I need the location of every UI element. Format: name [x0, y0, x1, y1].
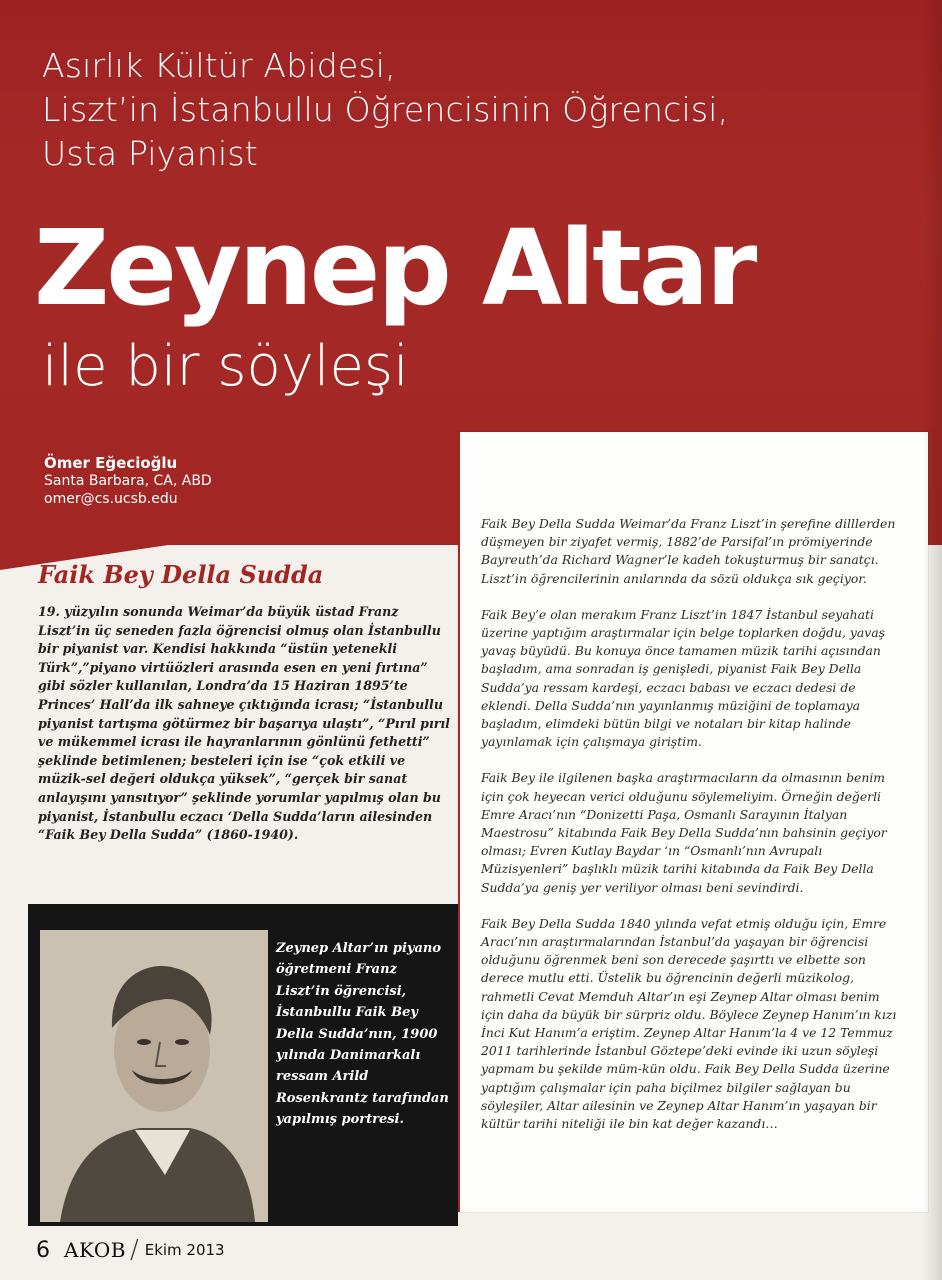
author-block	[44, 454, 212, 508]
article-headline: Zeynep Altar	[34, 207, 755, 329]
article-subtitle	[42, 44, 728, 176]
author-location: Santa Barbara, CA, ABD	[44, 473, 212, 489]
magazine-logo: AKOB	[64, 1238, 126, 1262]
body-paragraph-4: Faik Bey Della Sudda 1840 yılında vefat etmiş olduğu için, Emre Aracı’nın araştırmalarından İstanbul’da yaşayan bir öğrencisi olduğunu öğrenmek beni son derecede şaşırttı ve elbette son derece mutlu etti. Üstelik bu öğrencinin değerli müzikolog, rahmetli Cevat Memduh Altar’ın eşi Zeynep Altar olması benim için daha da büyük bir sürpriz oldu. Böylece Zeynep Hanım’ın kızı İnci Kut Hanım’a eriştim. Zeynep Altar Hanım’la 4 ve 12 Temmuz 2011 tarihlerinde İstanbul Göztepe’deki evinde iki uzun söyleşi yapmam bu şekilde müm-kün oldu. Faik Bey Della Sudda üzerine yaptığım çalışmalar için paha biçilmez bilgiler sağlayan bu söyleşiler, Altar ailesinin ve Zeynep Altar Hanım’ın yaşayan bir kültür tarihi niteliği ile bin kat değer kazandı…	[481, 915, 897, 1132]
issue-date: Ekim 2013	[144, 1241, 225, 1259]
subtitle-line-2: Liszt’in İstanbullu Öğrencisinin Öğrencisi,	[42, 90, 729, 129]
body-paragraph-3: Faik Bey ile ilgilenen başka araştırmacıların da olmasının benim için çok heyecan verici olduğunu söylemeliyim. Örneğin değerli Emre Aracı’nın “Donizetti Paşa, Osmanlı Sarayının İtalyan Maestrosu” kitabında Faik Bey Della Sudda’nın bahsinin geçiyor olması; Evren Kutlay Baydar ‘ın “Osmanlı’nın Avrupalı Müzisyenleri” başlıklı müzik tarihi kitabında da Faik Bey Della Sudda’ya geniş yer veriliyor olması beni sevindirdi.	[481, 770, 887, 895]
footer-divider: /	[129, 1235, 139, 1265]
body-paragraph-1: Faik Bey Della Sudda Weimar’da Franz Liszt’in şerefine dilllerden düşmeyen bir ziyafet vermiş, 1882’de Parsifal’ın prömiyerinde Bayreuth’da Richard Wagner’le kadeh tokuşturmuş bir sanatçı. Liszt’in öğrencilerinin anılarında da sözü oldukça sık geçiyor.	[481, 516, 896, 586]
section-title: Faik Bey Della Sudda	[38, 560, 324, 589]
article-tagline: ile bir söyleşi	[42, 334, 409, 399]
subtitle-line-3: Usta Piyanist	[42, 134, 258, 173]
body-paragraph-2: Faik Bey’e olan merakım Franz Liszt’in 1847 İstanbul seyahati üzerine yaptığım araştırmalar için belge toplarken doğdu, yavaş yavaş büyüdü. Bu konuya önce tamamen müzik tarihi açısından başladım, ama sonradan iş genişledi, piyanist Faik Bey Della Sudda’ya ressam kardeşi, eczacı babası ve eczacı dedesi de eklendi. Della Sudda’nın yayınlanmış müziğini de toplamaya başladım, elimdeki bütün bilgi ve notaları bir kitap halinde yayınlamak için çalışmaya giriştim.	[481, 606, 885, 750]
author-name: Ömer Eğecioğlu	[44, 454, 178, 472]
lead-paragraph: 19. yüzyılın sonunda Weimar’da büyük üstad Franz Liszt’in üç seneden fazla öğrencisi olmuş olan İstanbullu bir piyanist var. Kendisi hakkında “üstün yetenekli Türk”,”piyano virtüözleri arasında esen en yeni fırtına” gibi sözler kullanılan, Londra’da 15 Haziran 1895’te Princes’ Hall’da ilk sahneye çıktığında icrası; “İstanbullu piyanist tartışma götürmez bir başarıya ulaştı”, “Pırıl pırıl ve mükemmel icrası ile hayranlarının gönlünü fethetti” şeklinde betimlenen; besteleri için ise “çok etkili ve müzik-sel değeri oldukça yüksek”, “gerçek bir sanat anlayışını yansıtıyor” şeklinde yorumlar yapılmış olan bu piyanist, İstanbullu eczacı ‘Della Sudda’ların ailesinden “Faik Bey Della Sudda” (1860-1940).	[38, 604, 450, 843]
body-column	[481, 515, 901, 1151]
author-email[interactable]: omer@cs.ucsb.edu	[44, 491, 178, 507]
page-footer	[36, 1236, 225, 1264]
photo-caption: Zeynep Altar’ın piyano öğretmeni Franz Liszt’in öğrencisi, İstanbullu Faik Bey Della Sudda’nın, 1900 yılında Danimarkalı ressam Arild Rosenkrantz tarafından yapılmış portresi.	[276, 941, 449, 1128]
portrait-sketch	[40, 930, 268, 1222]
subtitle-line-1: Asırlık Kültür Abidesi,	[42, 46, 396, 85]
portrait-image	[40, 930, 268, 1222]
page-number: 6	[36, 1237, 50, 1263]
page-spine-shadow	[922, 0, 942, 1280]
